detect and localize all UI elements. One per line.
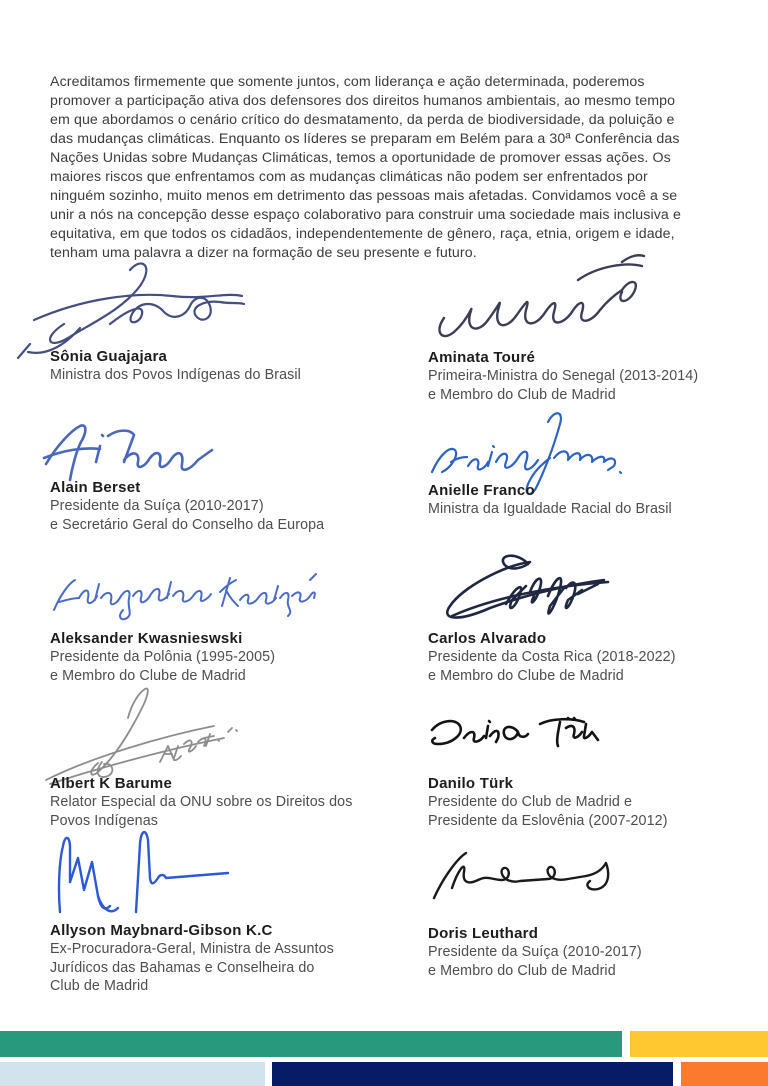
signatory-name: Sônia Guajajara [50,348,168,365]
paragraph-line: promover a participação ativa dos defensores dos direitos humanos ambientais, ao mesmo tempo [50,93,676,109]
signatory-title: e Secretário Geral do Conselho da Europa [50,516,325,533]
footer-bar-yellow [630,1031,768,1057]
paragraph-line: em que abordamos o cenário crítico do desmatamento, da perda de biodiversidade, da poluição e [50,112,675,128]
signatory-name: Alain Berset [50,479,141,496]
signatory-title: Ex-Procuradora-Geral, Ministra de Assuntos [50,941,334,957]
signatory-title: e Membro do Clube de Madrid [50,667,246,684]
signatory-title: Presidente da Suíça (2010-2017) [428,944,642,960]
signature-carlos-alvarado [428,550,618,628]
signatory-block-danilo-turk [428,774,668,830]
signature-alain-berset [42,420,222,482]
signatory-title: e Membro do Club de Madrid [428,386,616,403]
paragraph-line: unir a nós na concepção desse espaço colaborativo para construir uma sociedade mais inclusiva e [50,207,681,223]
paragraph-line: maiores riscos que enfrentamos com as mudanças climáticas não podem ser enfrentados por [50,169,648,185]
signatory-title: Relator Especial da ONU sobre os Direitos dos [50,794,353,810]
paragraph-line: Acreditamos firmemente que somente juntos, com liderança e ação determinada, poderemos [50,74,645,90]
signature-danilo-turk [426,714,600,760]
signatory-name: Allyson Maybnard-Gibson K.C [50,922,273,939]
signatory-title: Ministra da Igualdade Racial do Brasil [428,501,672,517]
signatory-block-alain-berset [50,478,324,534]
footer-bar-orange [681,1062,768,1086]
signatory-title: Club de Madrid [50,978,149,994]
paragraph-line: equitativa, em que todos os cidadãos, independentemente de gênero, raça, etnia, origem e idade, [50,226,675,242]
signatory-name: Albert K Barume [50,775,173,792]
paragraph-line: tenham uma palavra a dizer na formação de seu presente e futuro. [50,245,477,261]
signatory-name: Doris Leuthard [428,925,539,942]
signatory-block-aminata-toure [428,348,698,404]
signatory-title: Primeira-Ministra do Senegal (2013-2014) [428,368,699,384]
signature-allyson-maybnard-gibson [46,820,246,918]
signatory-name: Aleksander Kwasnieswski [50,630,243,647]
signatory-title: e Membro do Clube de Madrid [428,667,624,684]
signature-sonia-guajajara [12,258,247,360]
signatory-name: Anielle Franco [428,482,535,499]
footer-bar-lightblue [0,1062,265,1086]
signature-albert-k-barume [42,686,252,784]
signature-aleksander-kwasnieswski [48,570,318,622]
signatory-block-anielle-franco [428,481,672,519]
signature-aminata-toure [428,252,646,348]
signatory-name: Carlos Alvarado [428,630,547,647]
footer-bar-navy [272,1062,673,1086]
signatory-block-carlos-alvarado [428,629,676,685]
signatory-block-doris-leuthard [428,924,642,980]
signatory-name: Danilo Türk [428,775,514,792]
signature-doris-leuthard [426,846,624,906]
signatory-title: Ministra dos Povos Indígenas do Brasil [50,367,301,383]
signatory-title: Presidente da Eslovênia (2007-2012) [428,812,668,829]
footer-bar-green [0,1031,622,1057]
intro-paragraph [50,73,681,263]
signatory-title: Presidente da Polônia (1995-2005) [50,649,276,665]
signatory-title: Presidente da Costa Rica (2018-2022) [428,649,676,665]
paragraph-line: ninguém sozinho, muito menos em detrimento das pessoas mais afetadas. Convidamos você a se [50,188,678,204]
signatory-block-sonia-guajajara [50,347,301,385]
paragraph-line: das mudanças climáticas. Enquanto os líderes se preparam em Belém para a 30ª Conferência das [50,131,680,147]
signatory-block-aleksander-kwasnieswski [50,629,275,685]
signatory-title: Povos Indígenas [50,812,159,829]
signatory-title: Jurídicos das Bahamas e Conselheira do [50,959,315,976]
signatory-name: Aminata Touré [428,349,536,366]
signatory-title: Presidente da Suíça (2010-2017) [50,498,264,514]
paragraph-line: Nações Unidas sobre Mudanças Climáticas, temos a oportunidade de promover essas ações. Os [50,150,671,166]
signatory-title: Presidente do Club de Madrid e [428,794,633,810]
signatory-title: e Membro do Club de Madrid [428,962,616,979]
signatory-block-allyson-maybnard-gibson [50,921,334,996]
